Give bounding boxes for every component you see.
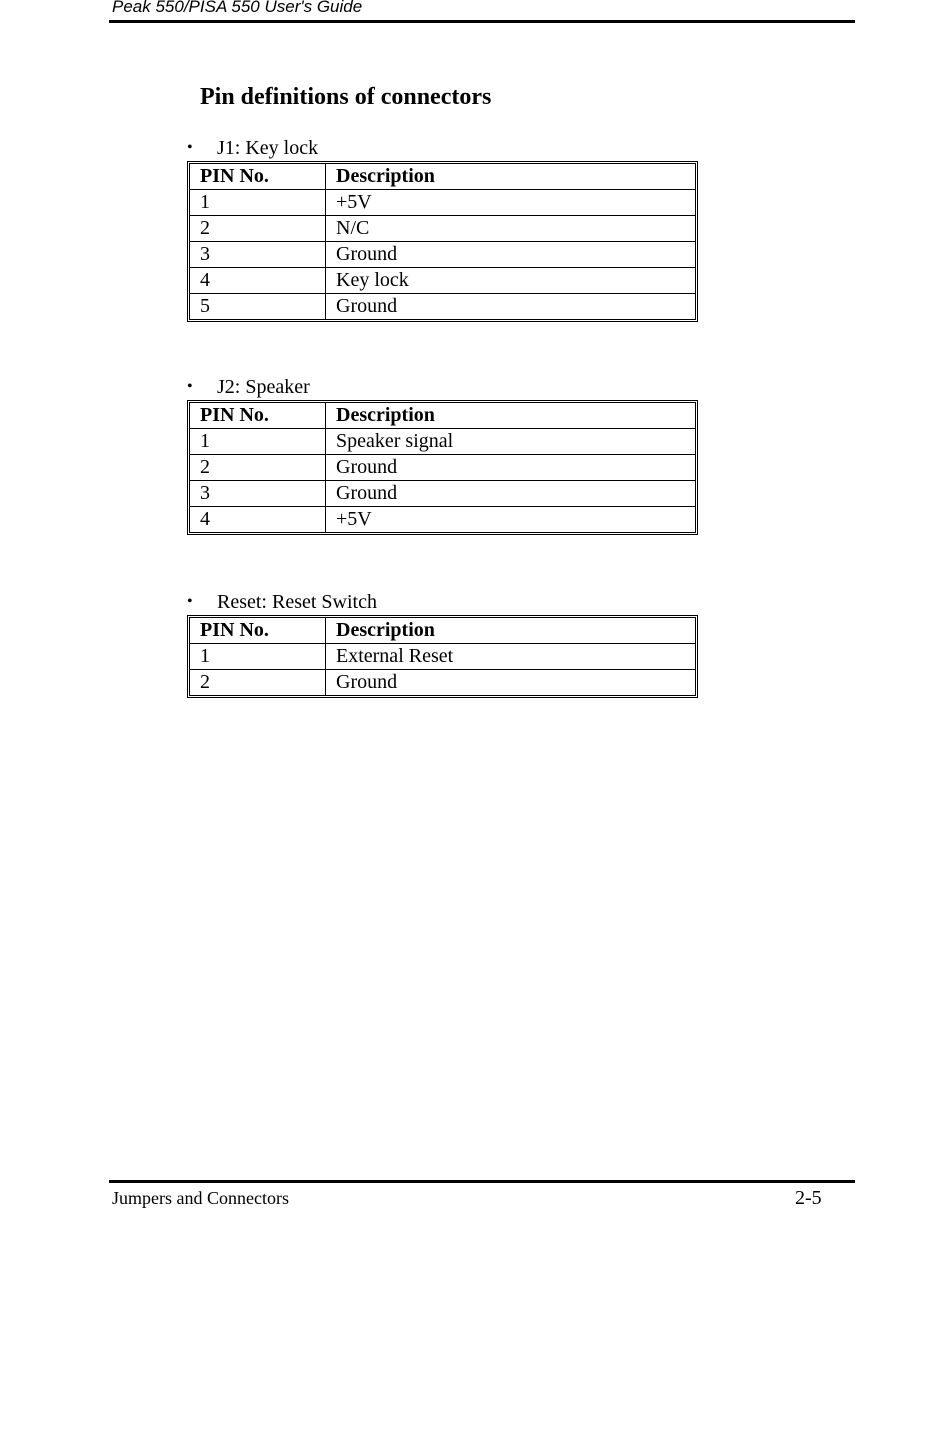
table-header-row xyxy=(190,164,695,190)
footer-rule xyxy=(109,1180,855,1183)
pin-number: 1 xyxy=(190,644,326,670)
pin-description: Ground xyxy=(336,295,398,317)
pin-number: 5 xyxy=(190,294,326,319)
bullet-icon: • xyxy=(187,378,193,395)
table-row xyxy=(190,294,695,319)
table-row xyxy=(190,455,695,481)
pin-description: N/C xyxy=(326,216,695,242)
pin-number: 2 xyxy=(190,670,326,695)
table-row xyxy=(190,242,695,268)
connector-label xyxy=(187,374,698,400)
pin-number: 4 xyxy=(190,268,326,294)
page-number: 2-5 xyxy=(795,1187,822,1209)
table-row xyxy=(190,644,695,670)
bullet-icon: • xyxy=(187,593,193,610)
pin-description: Ground xyxy=(326,455,695,481)
pin-number: 1 xyxy=(190,190,326,216)
table-row xyxy=(190,268,695,294)
pin-description: Ground xyxy=(326,242,695,268)
pin-description: +5V xyxy=(326,190,695,216)
pin-table-reset xyxy=(187,615,698,698)
bullet-icon: • xyxy=(187,139,193,156)
pin-number: 4 xyxy=(190,507,326,532)
column-header-pin: PIN No. xyxy=(190,403,326,429)
pin-description: Speaker signal xyxy=(326,429,695,455)
pin-description: Key lock xyxy=(326,268,695,294)
table-row xyxy=(190,190,695,216)
running-header: Peak 550/PISA 550 User's Guide xyxy=(112,0,363,16)
table-row xyxy=(190,429,695,455)
connector-label-text: J1: Key lock xyxy=(217,137,319,159)
table-header-row xyxy=(190,403,695,429)
footer-chapter: Jumpers and Connectors xyxy=(112,1188,289,1208)
pin-description: +5V xyxy=(336,508,372,530)
section-title: Pin definitions of connectors xyxy=(200,84,492,110)
connector-reset xyxy=(187,589,698,698)
column-header-description: Description xyxy=(326,403,695,429)
header-rule xyxy=(109,20,855,23)
table-row xyxy=(190,481,695,507)
connector-label-text: J2: Speaker xyxy=(217,376,310,398)
table-row xyxy=(190,216,695,242)
connector-j1 xyxy=(187,135,698,322)
pin-description: Ground xyxy=(326,481,695,507)
connector-label-text: Reset: Reset Switch xyxy=(217,591,377,613)
pin-number: 2 xyxy=(190,216,326,242)
connector-label xyxy=(187,135,698,161)
pin-table-j2 xyxy=(187,400,698,535)
pin-number: 3 xyxy=(190,242,326,268)
column-header-description: Description xyxy=(326,618,695,644)
pin-description: External Reset xyxy=(326,644,695,670)
connector-j2 xyxy=(187,374,698,535)
connector-label xyxy=(187,589,698,615)
pin-description: Ground xyxy=(336,671,398,693)
pin-number: 3 xyxy=(190,481,326,507)
pin-number: 2 xyxy=(190,455,326,481)
table-header-row xyxy=(190,618,695,644)
pin-table-j1 xyxy=(187,161,698,322)
table-row xyxy=(190,507,695,532)
column-header-pin: PIN No. xyxy=(190,164,326,190)
column-header-description: Description xyxy=(326,164,695,190)
table-row xyxy=(190,670,695,695)
pin-number: 1 xyxy=(190,429,326,455)
column-header-pin: PIN No. xyxy=(190,618,326,644)
